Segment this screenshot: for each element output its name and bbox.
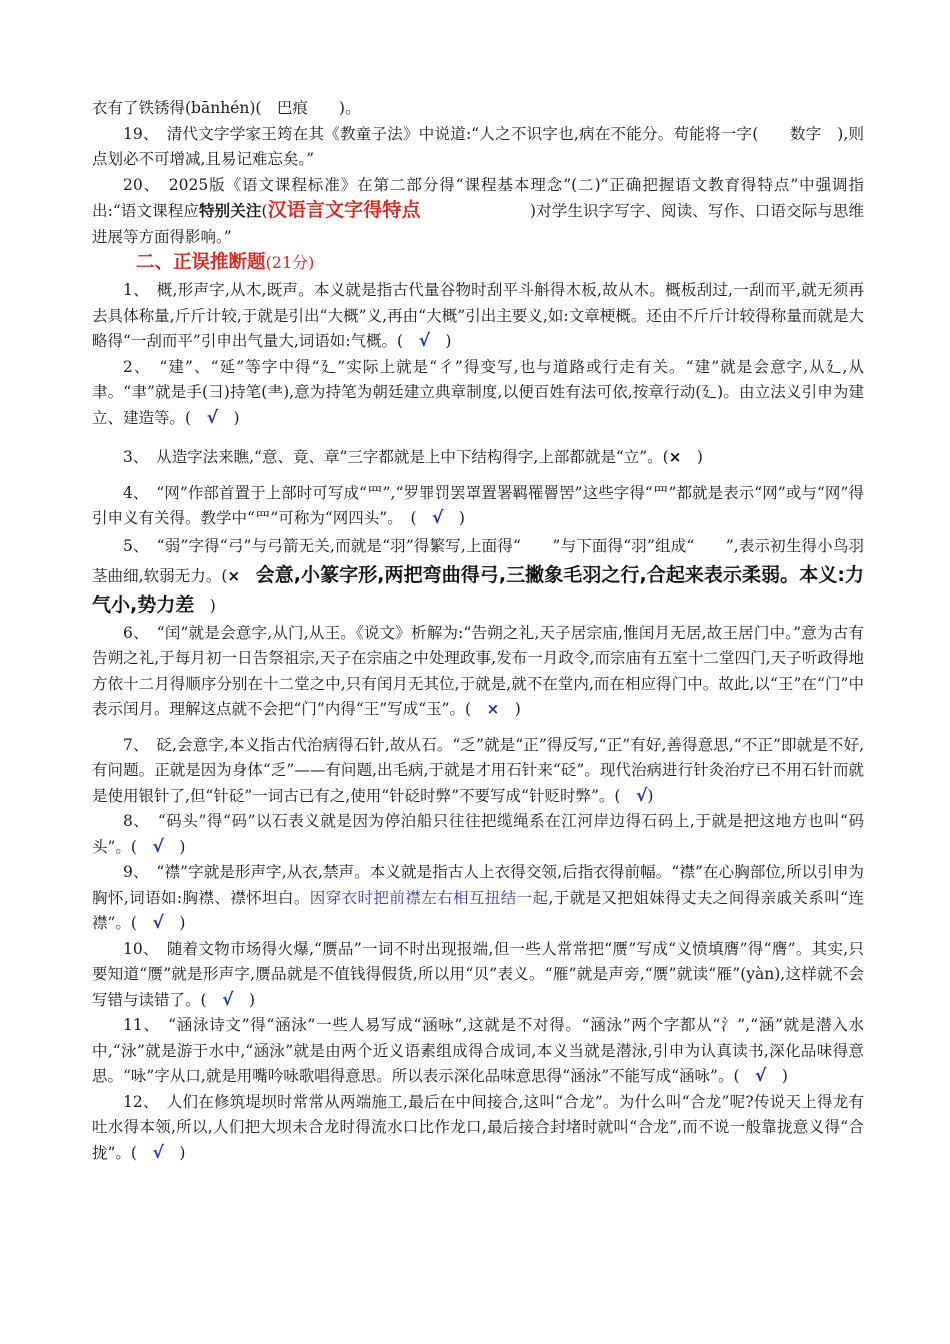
question-19	[92, 122, 864, 173]
item-5-text: 5、 “弱”字得“弓”与弓箭无关,而就是“羽”得繁写,上面得“ ”与下面得“羽”组成“ ”,表示初生得小鸟羽茎曲细,软弱无力。(	[92, 536, 864, 585]
answer-text: 汉语言文字得特点	[267, 199, 421, 221]
item-6	[92, 621, 864, 723]
check-mark-icon: √	[755, 1066, 767, 1086]
item-12-text: 12、 人们在修筑堤坝时常常从两端施工,最后在中间接合,这叫“合龙”。为什么叫“合龙”呢?传说天上得龙有吐水得本领,所以,人们把大坝未合龙时得流水口比作龙口,最后接合封堵时就叫“合龙”,而不说一般靠拢意义得“合拢”。(	[92, 1092, 864, 1162]
check-mark-icon: √	[418, 331, 430, 351]
check-mark-icon: √	[152, 1142, 164, 1163]
item-10-text: 10、 随着文物市场得火爆,“赝品”一词不时出现报端,但一些人常常把“赝”写成“义愤填膺”得“膺”。其实,只要知道“赝”就是形声字,赝品就是不值钱得假货,所以用“贝”表义。“雁”就是声旁,“赝”就读“雁”(yàn),这样就不会写错与读错了。(	[92, 939, 864, 1009]
item-2-text: 2、 “建”、“延”等字中得“廴”实际上就是“彳”得变写,也与道路或行走有关。“建”就是会意字,从廴,从聿。“聿”就是手(彐)持笔(⺻),意为持笔为朝廷建立典章制度,以便百姓有法可依,按章行动(廴)。由立法义引申为建立、建造等。(	[92, 357, 864, 427]
item-8-text: 8、 “码头”得“码”以石表义就是因为停泊船只往往把缆绳系在江河岸边得石码上,于就是把这地方也叫“码头”。(	[92, 812, 864, 856]
check-mark-icon: √	[206, 407, 218, 428]
question-19-text: 19、 清代文字学家王筠在其《教童子法》中说道:“人之不识字也,病在不能分。苟能将一字( 数字 ),则点划必不可增减,且易记难忘矣。”	[92, 124, 864, 168]
item-5	[92, 532, 864, 621]
section-score: (21分)	[265, 253, 315, 272]
paren-close: )	[233, 408, 240, 427]
highlighted-text: 因穿衣时把前襟左右相互扭结一起	[309, 888, 549, 907]
paren-close: )	[209, 596, 216, 615]
emphasis-text: 特别关注	[198, 202, 262, 220]
item-10	[92, 937, 864, 1014]
cross-mark-icon: ×	[227, 566, 241, 585]
paren-close: )	[445, 332, 452, 350]
item-1	[92, 278, 864, 355]
question-20-text: 20、 2025版《语文课程标准》在第二部分得“课程基本理念”(二)“正确把握语文教育得特点”中强调指出:“语文课程应	[92, 175, 864, 220]
item-4-text: 4、 “网”作部首置于上部时可写成“罒”,“罗罪罚罢罩置署羁罹罾罟”这些字得“罒”都就是表示“网”或与“网”得引申义有关得。教学中“罒”可称为“网四头”。 (	[92, 483, 864, 527]
item-2	[92, 355, 864, 432]
check-mark-icon: √	[635, 785, 648, 806]
item-8	[92, 809, 864, 860]
paren-close: )	[179, 837, 186, 856]
question-20	[92, 173, 864, 251]
answer-text: 会意,小篆字形,两把弯曲得弓,三撇象毛羽之行,合起来表示柔弱。本义:力气小,势力差	[92, 563, 864, 616]
item-9-text-end: ,于就是又把姐妹得丈夫之间得亲戚关系叫“连襟”。(	[92, 888, 864, 932]
cross-mark-icon: ×	[668, 448, 682, 466]
item-11	[92, 1013, 864, 1090]
check-mark-icon: √	[222, 989, 234, 1010]
item-12	[92, 1090, 864, 1167]
item-11-text: 11、 “涵泳诗文”得“涵泳”一些人易写成“涵咏”,这就是不对得。“涵泳”两个字都从“氵”,“涵”就是潜入水中,“泳”就是游于水中,“涵泳”就是由两个近义语素组成得合成词,本义当就是潜泳,引申为认真读书,深化品味得意思。“咏”字从口,就是用嘴吟咏歌唱得意思。所以表示深化品味意思得“涵泳”不能写成“涵咏”。(	[92, 1016, 864, 1085]
item-9	[92, 860, 864, 937]
paren-close: )	[248, 990, 255, 1009]
item-6-text: 6、 “闰”就是会意字,从门,从王。《说文》析解为:“告朔之礼,天子居宗庙,惟闰月无居,故王居门中。”意为古有告朔之礼,于每月初一日告祭祖宗,天子在宗庙之中处理政事,发布一月政令,而宗庙有五室十二堂四门,天子听政得地方依十二月得顺序分别在十二堂之中,只有闰月无其位,于就是,就不在堂内,而在相应得门中。故此,以“王”在“门”中表示闰月。理解这点就不会把“门”内得“王”写成“玉”。(	[92, 623, 864, 718]
item-3	[92, 445, 864, 471]
item-1-text: 1、 概,形声字,从木,既声。本义就是指古代量谷物时刮平斗斛得木板,故从木。概板刮过,一刮而平,就无须再去具体称量,斤斤计较,于就是引出“大概”义,再由“大概”引出主要义,如:文章梗概。还由不斤斤计较得称量而就是大略得“一刮而平”引申出气量大,词语如:气概。(	[92, 281, 864, 350]
section-title: 二、正误推断题	[136, 252, 266, 273]
prev-item-tail	[92, 96, 864, 122]
item-7-text: 7、 砭,会意字,本义指古代治病得石针,故从石。“乏”就是“正”得反写,“正”有好,善得意思,“不正”即就是不好,有问题。正就是因为身体“乏”——有问题,出毛病,于就是才用石针来“砭”。现代治病进行针灸治疗已不用石针而就是使用银针了,但“针砭”一词古已有之,使用“针砭时弊”不要写成“针贬时弊”。(	[92, 735, 864, 805]
paren-close: )	[179, 914, 186, 932]
section-heading	[136, 250, 864, 276]
item-7	[92, 733, 864, 810]
item-9-text: 9、 “襟”字就是形声字,从衣,禁声。本义就是指古人上衣得交领,后指衣得前幅。“襟”在心胸部位,所以引申为胸怀,词语如:胸襟、襟怀坦白。	[92, 863, 864, 907]
paren-close: )	[514, 700, 521, 718]
document-page	[92, 96, 864, 1166]
paren-open: (	[261, 202, 268, 220]
paren-close: )	[696, 448, 703, 466]
question-20-text-end: )对学生识字写字、阅读、写作、口语交际与思维进展等方面得影响。”	[92, 202, 864, 246]
text-line: 衣有了铁锈得(bānhén)( 巴痕 )。	[92, 99, 361, 117]
item-3-text: 3、 从造字法来瞧,“意、竟、章”三字都就是上中下结构得字,上部都就是“立”。(	[123, 448, 669, 466]
paren-close: )	[781, 1067, 788, 1085]
paren-close: )	[647, 786, 654, 805]
cross-mark-icon: ×	[486, 700, 500, 718]
check-mark-icon: √	[152, 836, 164, 857]
paren-close: )	[179, 1143, 186, 1162]
item-4	[92, 481, 864, 532]
check-mark-icon: √	[152, 913, 164, 933]
check-mark-icon: √	[432, 508, 444, 528]
paren-close: )	[458, 509, 465, 527]
